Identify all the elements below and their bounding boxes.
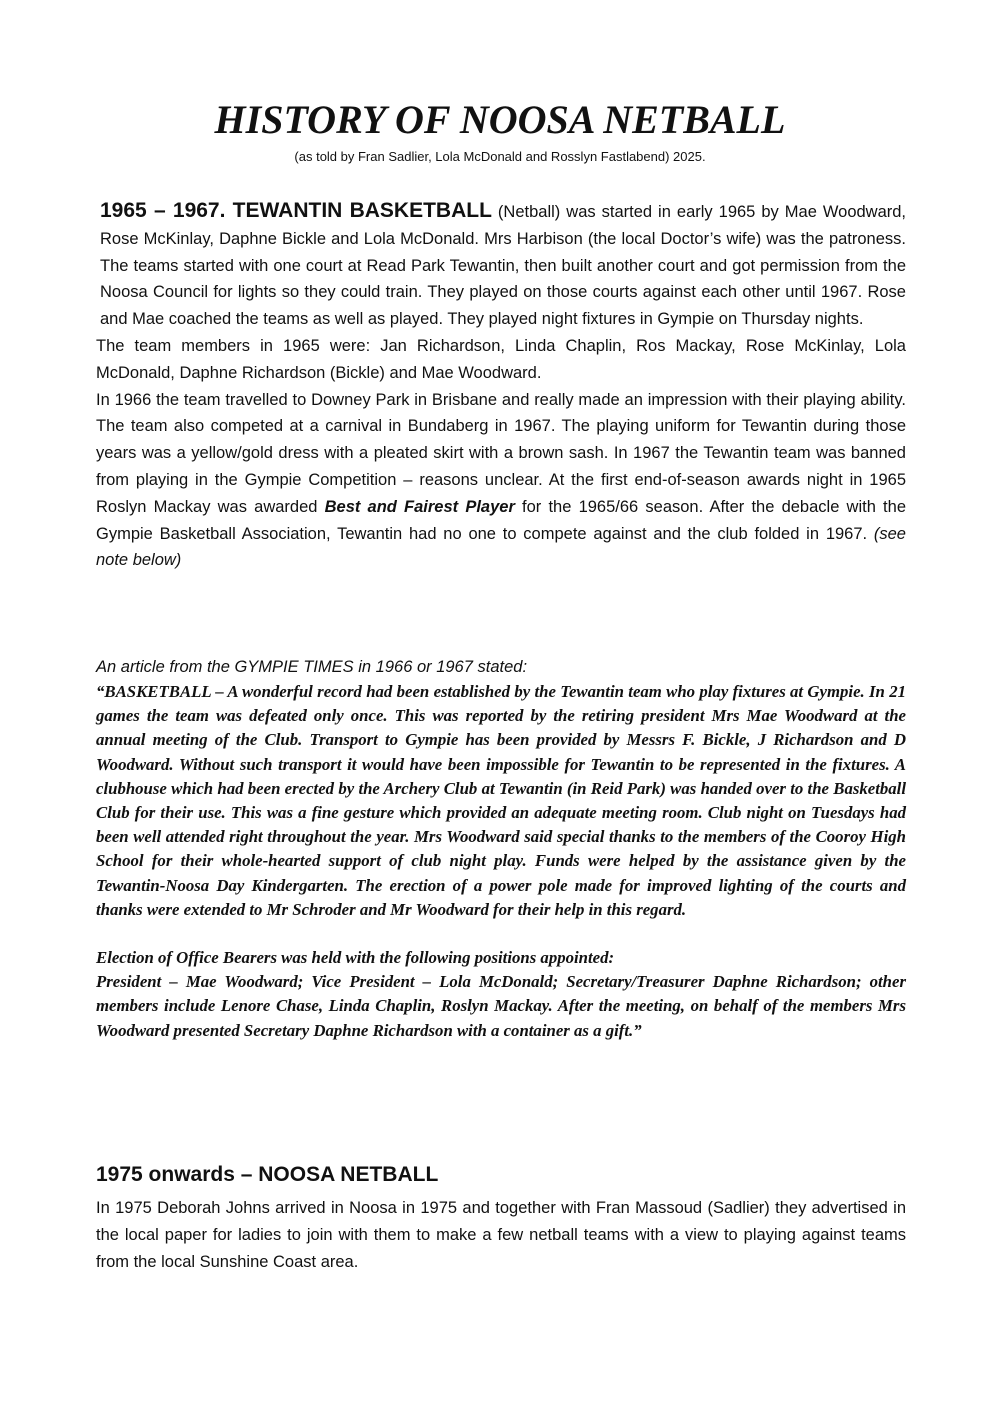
section-1975-onwards <box>96 1195 906 1275</box>
section1-lead: (Netball) <box>491 203 561 221</box>
section1-paragraph-1 <box>96 198 906 333</box>
quote-spacer <box>96 922 906 946</box>
newspaper-quote <box>96 680 906 1043</box>
article-intro: An article from the GYMPIE TIMES in 1966 or 1967 stated: <box>96 658 528 676</box>
section2-heading: 1975 onwards – NOOSA NETBALL <box>96 1163 439 1186</box>
quote-paragraph-3: President – Mae Woodward; Vice President – Lola McDonald; Secretary/Treasurer Daphne Richardson; other members include Lenore Chase, Linda Chaplin, Roslyn Mackay. After the meeting, on behalf of the members Mrs Woodward presented Secretary Daphne Richardson with a container as a gift.” <box>96 972 906 1040</box>
section1-para3-text-b: for the 1965/66 season. After the debacle with the Gympie Basketball Association, Tewantin had no one to compete against and the club folded in 1967. <box>96 497 906 543</box>
section1-paragraph-2: The team members in 1965 were: Jan Richardson, Linda Chaplin, Ros Mackay, Rose McKinlay, Lola McDonald, Daphne Richardson (Bickle) and Mae Woodward. <box>96 336 906 382</box>
quote-paragraph-1: “BASKETBALL – A wonderful record had been established by the Tewantin team who play fixtures at Gympie. In 21 games the team was defeated only once. This was reported by the retiring president Mrs Mae Woodward at the annual meeting of the Club. Transport to Gympie has been provided by Messrs F. Bickle, J Richardson and D Woodward. Without such transport it would have been impossible for Tewantin to be represented in the fixtures. A clubhouse which had been erected by the Archery Club at Tewantin (in Reid Park) was handed over to the Basketball Club for their use. This was a fine gesture which provided an adequate meeting room. Club night on Tuesdays had been well attended right throughout the year. Mrs Woodward said special thanks to the members of the Cooroy High School for their whole-hearted support of club night play. Funds were helped by the assistance given by the Tewantin-Noosa Day Kindergarten. The erection of a power pole made for improved lighting of the courts and thanks were extended to Mr Schroder and Mr Woodward for their help in this regard. <box>96 682 906 919</box>
section1-para3-text-a: In 1966 the team travelled to Downey Park in Brisbane and really made an impression with their playing ability. The team also competed at a carnival in Bundaberg in 1967. The playing uniform for Tewantin during those years was a yellow/gold dress with a pleated skirt with a brown sash. In 1967 the Tewantin team was banned from playing in the Gympie Competition – reasons unclear. At the first end-of-season awards night in 1965 Roslyn Mackay was awarded <box>96 390 906 516</box>
section-1965-1967 <box>96 198 906 574</box>
see-note: (see note below) <box>96 524 906 570</box>
section1-para1-text: was started in early 1965 by Mae Woodward, Rose McKinlay, Daphne Bickle and Lola McDonald. Mrs Harbison (the local Doctor’s wife) was the patroness. The teams started with one court at Read Park Tewantin, then built another court and got permission from the Noosa Council for lights so they could train. They played on those courts against each other until 1967. Rose and Mae coached the teams as well as played. They played night fixtures in Gympie on Thursday nights. <box>100 203 907 329</box>
section1-paragraph-3 <box>96 387 906 575</box>
section2-paragraph-1: In 1975 Deborah Johns arrived in Noosa in 1975 and together with Fran Massoud (Sadlier) they advertised in the local paper for ladies to join with them to make a few netball teams with a view to playing against teams from the local Sunshine Coast area. <box>96 1199 906 1271</box>
page-subtitle: (as told by Fran Sadlier, Lola McDonald and Rosslyn Fastlabend) 2025. <box>294 149 706 164</box>
section1-heading: 1965 – 1967. TEWANTIN BASKETBALL <box>100 199 492 222</box>
quote-paragraph-2: Election of Office Bearers was held with the following positions appointed: <box>96 948 615 968</box>
award-name: Best and Fairest Player <box>324 497 515 516</box>
page-title: HISTORY OF NOOSA NETBALL <box>214 97 786 142</box>
